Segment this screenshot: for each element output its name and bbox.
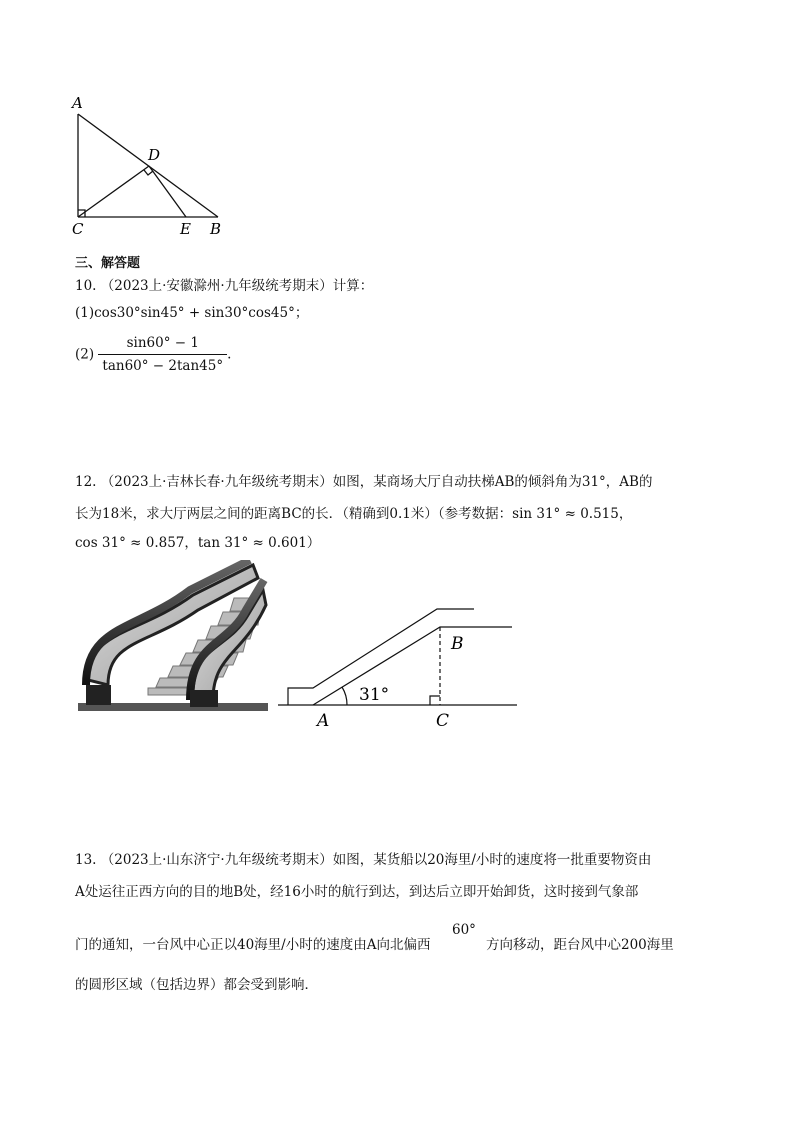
q10-header xyxy=(75,276,373,296)
q13-line1: 13. （2023上·山东济宁·九年级统考期末）如图，某货船以20海里/小时的速度将一批重要物资由 xyxy=(75,852,652,868)
q10-part1 xyxy=(75,303,308,323)
q10-p2-label: (2) xyxy=(75,346,95,363)
q10-p1-expr: cos30°sin45° + sin30°cos45° xyxy=(94,305,295,321)
label-B: B xyxy=(451,634,464,654)
q13-line2: A处运往正西方向的目的地B处，经16小时的航行到达，到达后立即开始卸货，这时接到气象部 xyxy=(75,884,639,900)
q10-p2-fraction xyxy=(98,333,227,376)
q13-line4: 的圆形区域（包括边界）都会受到影响． xyxy=(75,977,318,993)
q12-line3: cos 31° ≈ 0.857，tan 31° ≈ 0.601） xyxy=(75,535,321,551)
section-title: 三、解答题 xyxy=(75,256,141,271)
q10-p2-numerator: sin60° − 1 xyxy=(98,333,227,355)
label-B: B xyxy=(210,220,222,238)
q10-part2 xyxy=(75,333,231,376)
escalator-diagram xyxy=(275,600,525,735)
q13-angle: 60° xyxy=(452,922,476,938)
q10-source: （2023上·安徽滁州·九年级统考期末）计算： xyxy=(100,278,374,294)
label-A: A xyxy=(317,711,330,731)
q12-line1: 12. （2023上·吉林长春·九年级统考期末）如图，某商场大厅自动扶梯AB的倾斜角为31°，AB的 xyxy=(75,474,653,490)
q10-p2-denominator: tan60° − 2tan45° xyxy=(102,358,224,374)
label-D: D xyxy=(148,146,161,164)
label-C: C xyxy=(72,220,84,238)
escalator-image xyxy=(78,560,268,720)
triangle-figure xyxy=(60,90,240,240)
q10-p1-end: ； xyxy=(294,305,309,321)
q10-number: 10. xyxy=(75,278,97,294)
q13-line3a: 门的通知，一台风中心正以40海里/小时的速度由A向北偏西 xyxy=(75,937,431,953)
q13-line3b: 方向移动，距台风中心200海里 xyxy=(486,937,674,953)
label-C: C xyxy=(436,711,450,731)
label-A: A xyxy=(72,94,83,112)
q12-line2: 长为18米，求大厅两层之间的距离BC的长．（精确到0.1米）（参考数据：sin 31° ≈ 0.515， xyxy=(75,506,633,522)
label-E: E xyxy=(180,220,191,238)
q10-p1-label: (1) xyxy=(75,305,95,321)
angle-label: 31° xyxy=(359,685,390,705)
q10-p2-end: . xyxy=(227,346,232,363)
